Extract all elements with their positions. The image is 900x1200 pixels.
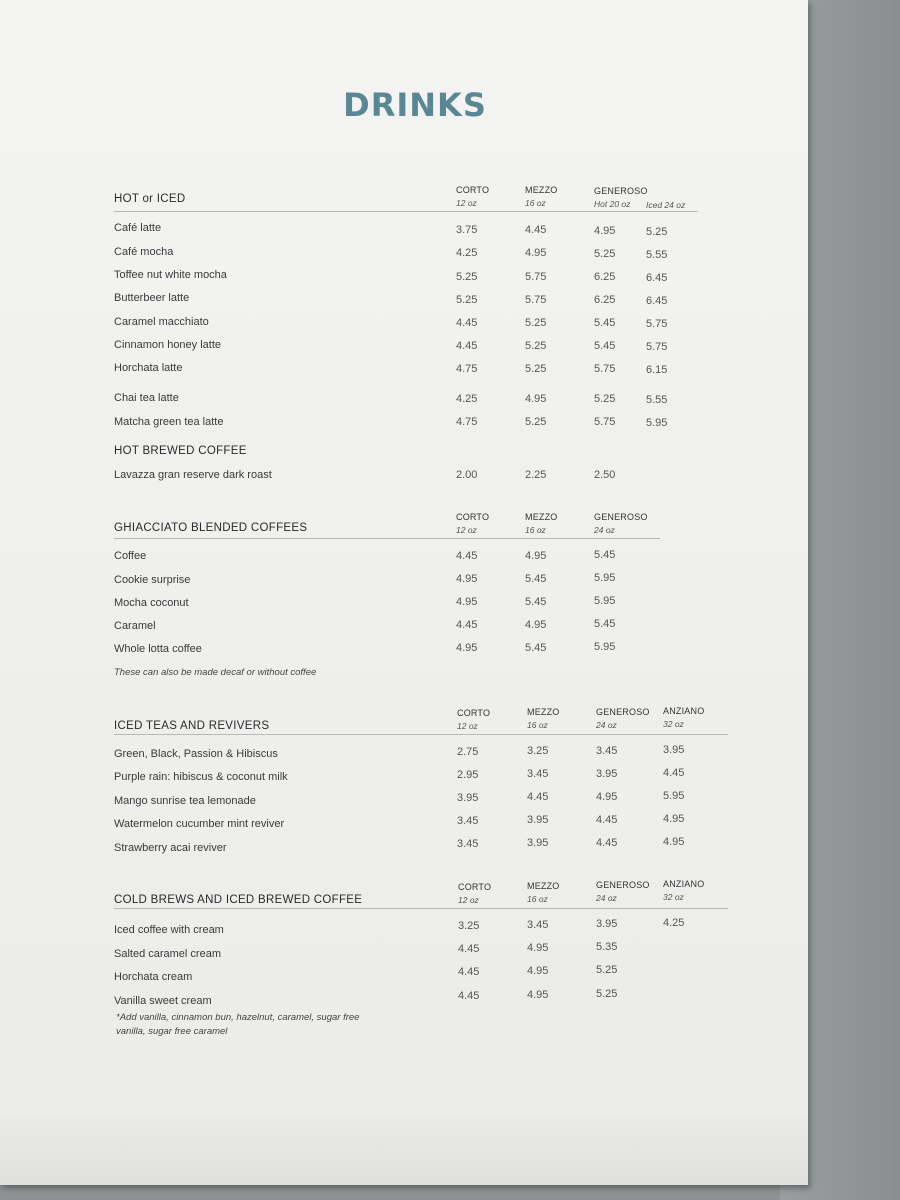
price: 6.45 <box>646 272 668 284</box>
price: 6.15 <box>646 364 668 376</box>
price: 4.45 <box>456 550 478 562</box>
price: 5.25 <box>525 340 547 352</box>
section-title: GHIACCIATO BLENDED COFFEES <box>114 522 308 534</box>
menu-item: Salted caramel cream <box>114 948 221 960</box>
section-note: These can also be made decaf or without coffee <box>114 667 317 678</box>
price: 2.75 <box>457 746 479 758</box>
price: 4.95 <box>456 642 478 654</box>
price: 6.25 <box>594 294 616 306</box>
size-label: CORTO <box>456 185 490 195</box>
price: 4.95 <box>527 942 549 954</box>
price: 5.75 <box>646 341 668 353</box>
menu-item: Toffee nut white mocha <box>114 269 227 281</box>
price: 4.45 <box>527 791 549 803</box>
size-oz: Iced 24 oz <box>646 200 686 210</box>
price: 5.25 <box>594 393 616 405</box>
price: 6.25 <box>594 271 616 283</box>
price: 3.95 <box>527 837 549 849</box>
size-label: ANZIANO <box>663 706 705 716</box>
menu-item: Strawberry acai reviver <box>114 842 227 854</box>
price: 4.45 <box>456 317 478 329</box>
menu-item: Butterbeer latte <box>114 292 190 304</box>
menu-item: Matcha green tea latte <box>114 416 224 428</box>
price: 5.45 <box>525 642 547 654</box>
size-oz: 16 oz <box>527 720 548 730</box>
price: 5.25 <box>594 248 616 260</box>
price: 4.95 <box>525 393 547 405</box>
price: 4.95 <box>663 836 685 848</box>
menu-item: Horchata cream <box>114 971 193 983</box>
size-label: GENEROSO <box>596 707 650 717</box>
menu-item: Mango sunrise tea lemonade <box>114 795 256 807</box>
price: 5.25 <box>596 988 618 1000</box>
paper-shadow <box>0 1110 808 1185</box>
price: 5.75 <box>646 318 668 330</box>
price: 5.25 <box>456 271 478 283</box>
price: 5.55 <box>646 394 668 406</box>
size-oz: 12 oz <box>456 198 477 208</box>
size-oz: 16 oz <box>525 198 546 208</box>
menu-item: Café latte <box>114 222 162 234</box>
price: 5.45 <box>594 549 616 561</box>
price: 2.95 <box>457 769 479 781</box>
price: 3.95 <box>596 768 618 780</box>
menu-item: Cookie surprise <box>114 574 191 586</box>
size-label: CORTO <box>458 882 492 892</box>
menu-item: Vanilla sweet cream <box>114 995 212 1007</box>
price: 5.45 <box>594 618 616 630</box>
price: 5.25 <box>646 226 668 238</box>
size-oz: 12 oz <box>456 525 477 535</box>
price: 4.95 <box>527 965 549 977</box>
menu-title: DRINKS <box>343 86 487 124</box>
price: 3.95 <box>663 744 685 756</box>
menu-item: Whole lotta coffee <box>114 643 202 655</box>
section-title: ICED TEAS AND REVIVERS <box>114 720 270 732</box>
price: 5.95 <box>594 595 616 607</box>
price: 4.45 <box>596 814 618 826</box>
section-title: COLD BREWS AND ICED BREWED COFFEE <box>114 894 363 906</box>
price: 3.75 <box>456 224 478 236</box>
price: 5.35 <box>596 941 618 953</box>
size-oz: 24 oz <box>594 525 615 535</box>
price: 4.45 <box>596 837 618 849</box>
menu-item: Mocha coconut <box>114 597 189 609</box>
price: 5.55 <box>646 249 668 261</box>
price: 3.45 <box>457 838 479 850</box>
menu-item: Purple rain: hibiscus & coconut milk <box>114 771 288 783</box>
price: 5.25 <box>525 363 547 375</box>
price: 4.75 <box>456 416 478 428</box>
price: 4.95 <box>456 573 478 585</box>
price: 4.45 <box>458 990 480 1002</box>
price: 4.25 <box>663 917 685 929</box>
menu-item: Caramel macchiato <box>114 316 209 328</box>
price: 5.75 <box>525 294 547 306</box>
price: 5.45 <box>594 317 616 329</box>
price: 4.25 <box>456 393 478 405</box>
price: 4.95 <box>663 813 685 825</box>
size-label: MEZZO <box>525 512 558 522</box>
section-divider <box>114 734 728 735</box>
price: 4.45 <box>525 224 547 236</box>
menu-item: Horchata latte <box>114 362 183 374</box>
size-oz: Hot 20 oz <box>594 199 631 209</box>
menu-item: Lavazza gran reserve dark roast <box>114 469 272 481</box>
price: 3.45 <box>596 745 618 757</box>
price: 5.45 <box>594 340 616 352</box>
price: 5.95 <box>594 572 616 584</box>
price: 3.25 <box>527 745 549 757</box>
price: 4.45 <box>458 943 480 955</box>
size-oz: 32 oz <box>663 892 684 902</box>
price: 6.45 <box>646 295 668 307</box>
price: 5.75 <box>525 271 547 283</box>
price: 2.00 <box>456 469 478 481</box>
section-title: HOT BREWED COFFEE <box>114 445 247 457</box>
menu-item: Cinnamon honey latte <box>114 339 222 351</box>
menu-item: Caramel <box>114 620 156 632</box>
price: 4.45 <box>663 767 685 779</box>
size-label: ANZIANO <box>663 879 705 889</box>
size-oz: 12 oz <box>458 895 479 905</box>
menu-item: Watermelon cucumber mint reviver <box>114 818 285 830</box>
size-label: GENEROSO <box>594 186 648 196</box>
size-oz: 16 oz <box>527 894 548 904</box>
price: 3.25 <box>458 920 480 932</box>
section-divider <box>114 538 660 539</box>
section-divider <box>114 908 728 909</box>
price: 2.50 <box>594 469 616 481</box>
menu-item: Chai tea latte <box>114 392 179 404</box>
menu-item: Coffee <box>114 550 147 562</box>
price: 4.45 <box>458 966 480 978</box>
menu-item: Café mocha <box>114 246 174 258</box>
size-oz: 12 oz <box>457 721 478 731</box>
price: 3.95 <box>596 918 618 930</box>
size-label: CORTO <box>456 512 490 522</box>
size-oz: 24 oz <box>596 893 617 903</box>
price: 4.45 <box>456 340 478 352</box>
price: 5.45 <box>525 596 547 608</box>
price: 5.95 <box>663 790 685 802</box>
size-oz: 32 oz <box>663 719 684 729</box>
size-oz: 16 oz <box>525 525 546 535</box>
price: 4.95 <box>525 247 547 259</box>
price: 4.95 <box>525 550 547 562</box>
price: 4.95 <box>527 989 549 1001</box>
size-label: GENEROSO <box>594 512 648 522</box>
menu-item: Iced coffee with cream <box>114 924 224 936</box>
price: 4.95 <box>456 596 478 608</box>
size-label: MEZZO <box>527 881 560 891</box>
price: 4.45 <box>456 619 478 631</box>
price: 3.95 <box>457 792 479 804</box>
price: 5.45 <box>525 573 547 585</box>
price: 5.25 <box>596 964 618 976</box>
section-note: *Add vanilla, cinnamon bun, hazelnut, caramel, sugar free vanilla, sugar free caramel <box>116 1012 360 1037</box>
price: 3.45 <box>527 768 549 780</box>
price: 4.95 <box>594 225 616 237</box>
price: 4.75 <box>456 363 478 375</box>
price: 5.25 <box>525 416 547 428</box>
price: 5.25 <box>525 317 547 329</box>
price: 2.25 <box>525 469 547 481</box>
section-divider <box>114 211 698 212</box>
price: 4.25 <box>456 247 478 259</box>
price: 3.95 <box>527 814 549 826</box>
price: 4.95 <box>525 619 547 631</box>
price: 5.95 <box>594 641 616 653</box>
size-label: GENEROSO <box>596 880 650 890</box>
size-label: MEZZO <box>525 185 558 195</box>
size-oz: 24 oz <box>596 720 617 730</box>
price: 3.45 <box>457 815 479 827</box>
section-title: HOT or ICED <box>114 193 186 205</box>
price: 5.95 <box>646 417 668 429</box>
size-label: MEZZO <box>527 707 560 717</box>
price: 5.25 <box>456 294 478 306</box>
price: 5.75 <box>594 363 616 375</box>
price: 4.95 <box>596 791 618 803</box>
price: 5.75 <box>594 416 616 428</box>
menu-item: Green, Black, Passion & Hibiscus <box>114 748 278 760</box>
price: 3.45 <box>527 919 549 931</box>
size-label: CORTO <box>457 708 491 718</box>
